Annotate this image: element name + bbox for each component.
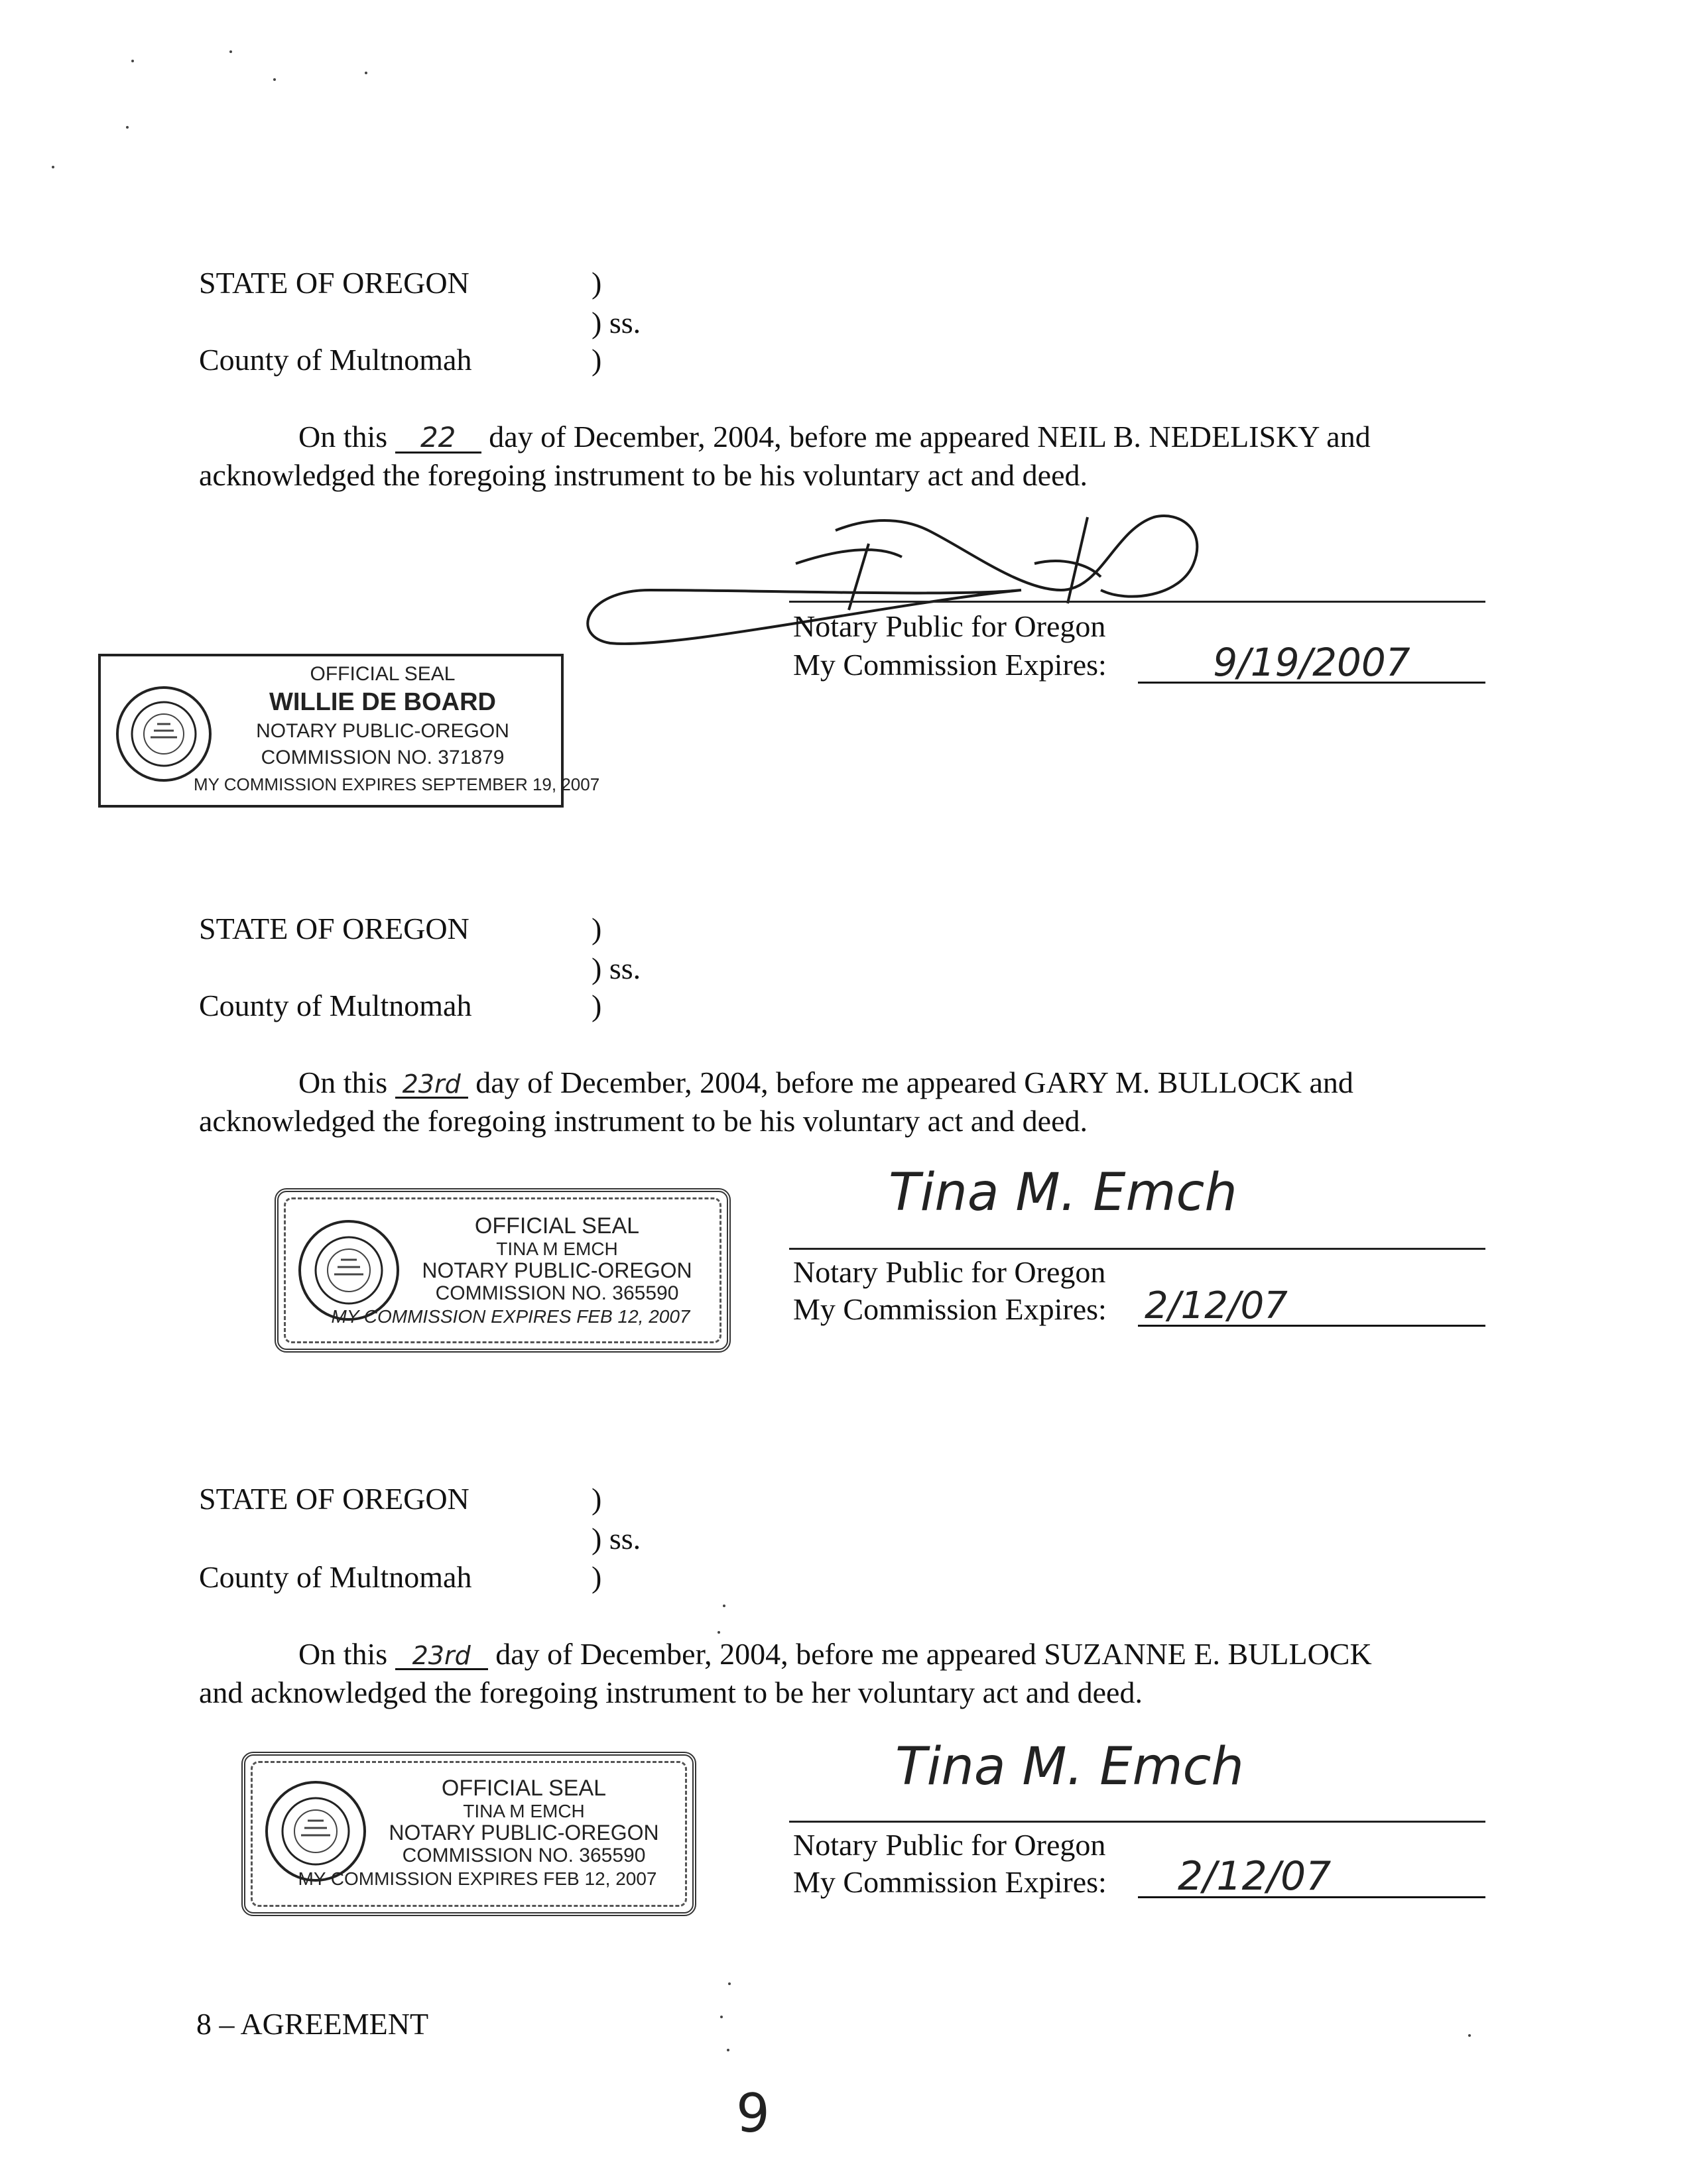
- county-heading: County of Multnomah: [199, 343, 472, 377]
- notary-title: Notary Public for Oregon: [793, 609, 1106, 643]
- signature-line: [789, 1248, 1485, 1250]
- venue-paren: ): [592, 912, 602, 945]
- seal-jurisdiction: NOTARY PUBLIC-OREGON: [256, 720, 509, 742]
- state-heading: STATE OF OREGON: [199, 1482, 469, 1516]
- seal-jurisdiction: NOTARY PUBLIC-OREGON: [422, 1258, 692, 1282]
- notary-signature: Tina M. Emch: [895, 1737, 1244, 1797]
- line-continuation: acknowledged the foregoing instrument to be his voluntary act and deed.: [199, 1104, 1088, 1138]
- line-prefix: On this: [298, 420, 388, 454]
- venue-paren-ss: ) ss.: [592, 1522, 641, 1555]
- notary-seal: [275, 1188, 731, 1353]
- acknowledgment-paragraph: [199, 1635, 1485, 1712]
- state-heading: STATE OF OREGON: [199, 912, 469, 945]
- venue-paren-ss: ) ss.: [592, 951, 641, 985]
- venue-paren-ss: ) ss.: [592, 306, 641, 339]
- commission-expires-date: 2/12/07: [1138, 1856, 1485, 1898]
- commission-expires-label: My Commission Expires:: [793, 1292, 1107, 1326]
- commission-expires-date: 2/12/07: [1138, 1288, 1485, 1327]
- signature-line: [789, 601, 1485, 603]
- acknowledgment-paragraph: [199, 418, 1485, 495]
- county-heading: County of Multnomah: [199, 1560, 472, 1594]
- line-suffix: day of December, 2004, before me appeared NEIL B. NEDELISKY and: [489, 420, 1371, 454]
- commission-expires-date: 9/19/2007: [1138, 643, 1485, 684]
- notary-title: Notary Public for Oregon: [793, 1828, 1106, 1862]
- line-continuation: and acknowledged the foregoing instrument to be her voluntary act and deed.: [199, 1675, 1143, 1709]
- venue-paren: ): [592, 266, 602, 300]
- seal-commission-number: COMMISSION NO. 365590: [402, 1845, 646, 1866]
- page-number: 9: [736, 2083, 770, 2144]
- seal-title: OFFICIAL SEAL: [310, 663, 456, 685]
- venue-paren: ): [592, 343, 602, 377]
- venue-paren: ): [592, 1482, 602, 1516]
- notary-seal: [98, 654, 600, 808]
- seal-notary-name: WILLIE DE BOARD: [269, 688, 496, 716]
- venue-paren: ): [592, 989, 602, 1022]
- line-prefix: On this: [298, 1065, 388, 1099]
- acknowledgment-paragraph: [199, 1063, 1485, 1140]
- footer-label: 8 – AGREEMENT: [196, 2007, 429, 2041]
- state-heading: STATE OF OREGON: [199, 266, 469, 300]
- day-field: 23rd: [395, 1643, 488, 1670]
- seal-expiration: MY COMMISSION EXPIRES SEPTEMBER 19, 2007: [194, 774, 600, 794]
- day-field: 22: [395, 424, 481, 454]
- venue-paren: ): [592, 1560, 602, 1594]
- seal-expiration: MY COMMISSION EXPIRES FEB 12, 2007: [331, 1306, 690, 1327]
- line-prefix: On this: [298, 1637, 388, 1671]
- seal-title: OFFICIAL SEAL: [474, 1213, 640, 1239]
- seal-notary-name: TINA M EMCH: [463, 1801, 585, 1821]
- day-field: 23rd: [395, 1071, 468, 1099]
- seal-expiration: MY COMMISSION EXPIRES FEB 12, 2007: [298, 1868, 657, 1889]
- state-emblem-icon: [114, 684, 214, 784]
- signature-line: [789, 1821, 1485, 1823]
- seal-commission-number: COMMISSION NO. 371879: [261, 747, 505, 768]
- line-suffix: day of December, 2004, before me appeared GARY M. BULLOCK and: [475, 1065, 1353, 1099]
- seal-notary-name: TINA M EMCH: [496, 1239, 618, 1259]
- commission-expires-label: My Commission Expires:: [793, 648, 1107, 682]
- county-heading: County of Multnomah: [199, 989, 472, 1022]
- line-continuation: acknowledged the foregoing instrument to be his voluntary act and deed.: [199, 458, 1088, 492]
- seal-title: OFFICIAL SEAL: [441, 1776, 607, 1801]
- notary-title: Notary Public for Oregon: [793, 1255, 1106, 1289]
- seal-jurisdiction: NOTARY PUBLIC-OREGON: [389, 1821, 659, 1845]
- seal-commission-number: COMMISSION NO. 365590: [435, 1282, 679, 1304]
- notary-seal: [241, 1752, 696, 1916]
- commission-expires-label: My Commission Expires:: [793, 1865, 1107, 1899]
- notary-signature: Tina M. Emch: [889, 1163, 1237, 1223]
- line-suffix: day of December, 2004, before me appeared SUZANNE E. BULLOCK: [495, 1637, 1372, 1671]
